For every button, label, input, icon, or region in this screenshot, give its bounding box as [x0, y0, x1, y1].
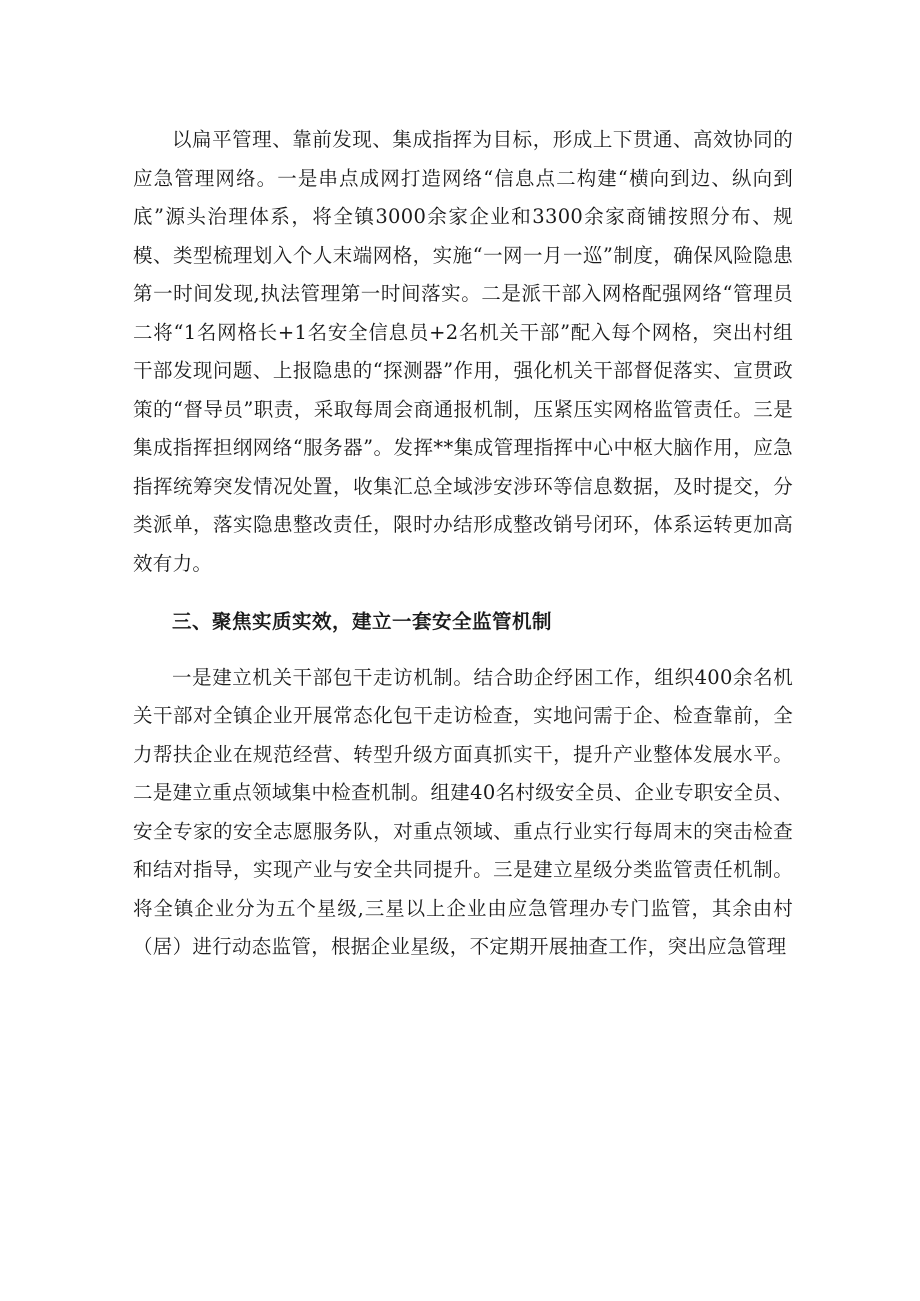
body-paragraph: 以扁平管理、靠前发现、集成指挥为目标，形成上下贯通、高效协同的应急管理网络。一是串点成网打造网络“信息点二构建“横向到边、纵向到底”源头治理体系，将全镇3000余家企业和3300余家商铺按照分布、规模、类型梳理划入个人末端网格，实施“一网一月一巡”制度，确保风险隐患第一时间发现,执法管理第一时间落实。二是派干部入网格配强网络“管理员二将“1名网格长+1名安全信息员+2名机关干部”配入每个网格，突出村组干部发现问题、上报隐患的“探测器”作用，强化机关干部督促落实、宣贯政策的“督导员”职责，采取每周会商通报机制，压紧压实网格监管责任。三是集成指挥担纲网络“服务器”。发挥**集成管理指挥中心中枢大脑作用，应急指挥统筹突发情况处置，收集汇总全域涉安涉环等信息数据，及时提交，分类派单，落实隐患整改责任，限时办结形成整改销号闭环，体系运转更加高效有力。 [133, 128, 793, 575]
body-paragraph: 一是建立机关干部包干走访机制。结合助企纾困工作，组织400余名机关干部对全镇企业开展常态化包干走访检查，实地问需于企、检查靠前，全力帮扶企业在规范经营、转型升级方面真抓实干，提升产业整体发展水平。二是建立重点领域集中检查机制。组建40名村级安全员、企业专职安全员、安全专家的安全志愿服务队，对重点领域、重点行业实行每周末的突击检查和结对指导，实现产业与安全共同提升。三是建立星级分类监管责任机制。将全镇企业分为五个星级,三星以上企业由应急管理办专门监管，其余由村（居）进行动态监管，根据企业星级，不定期开展抽查工作，突出应急管理 [133, 665, 793, 958]
section-heading: 三、聚焦实质实效，建立一套安全监管机制 [172, 610, 553, 633]
document-body [133, 121, 793, 967]
